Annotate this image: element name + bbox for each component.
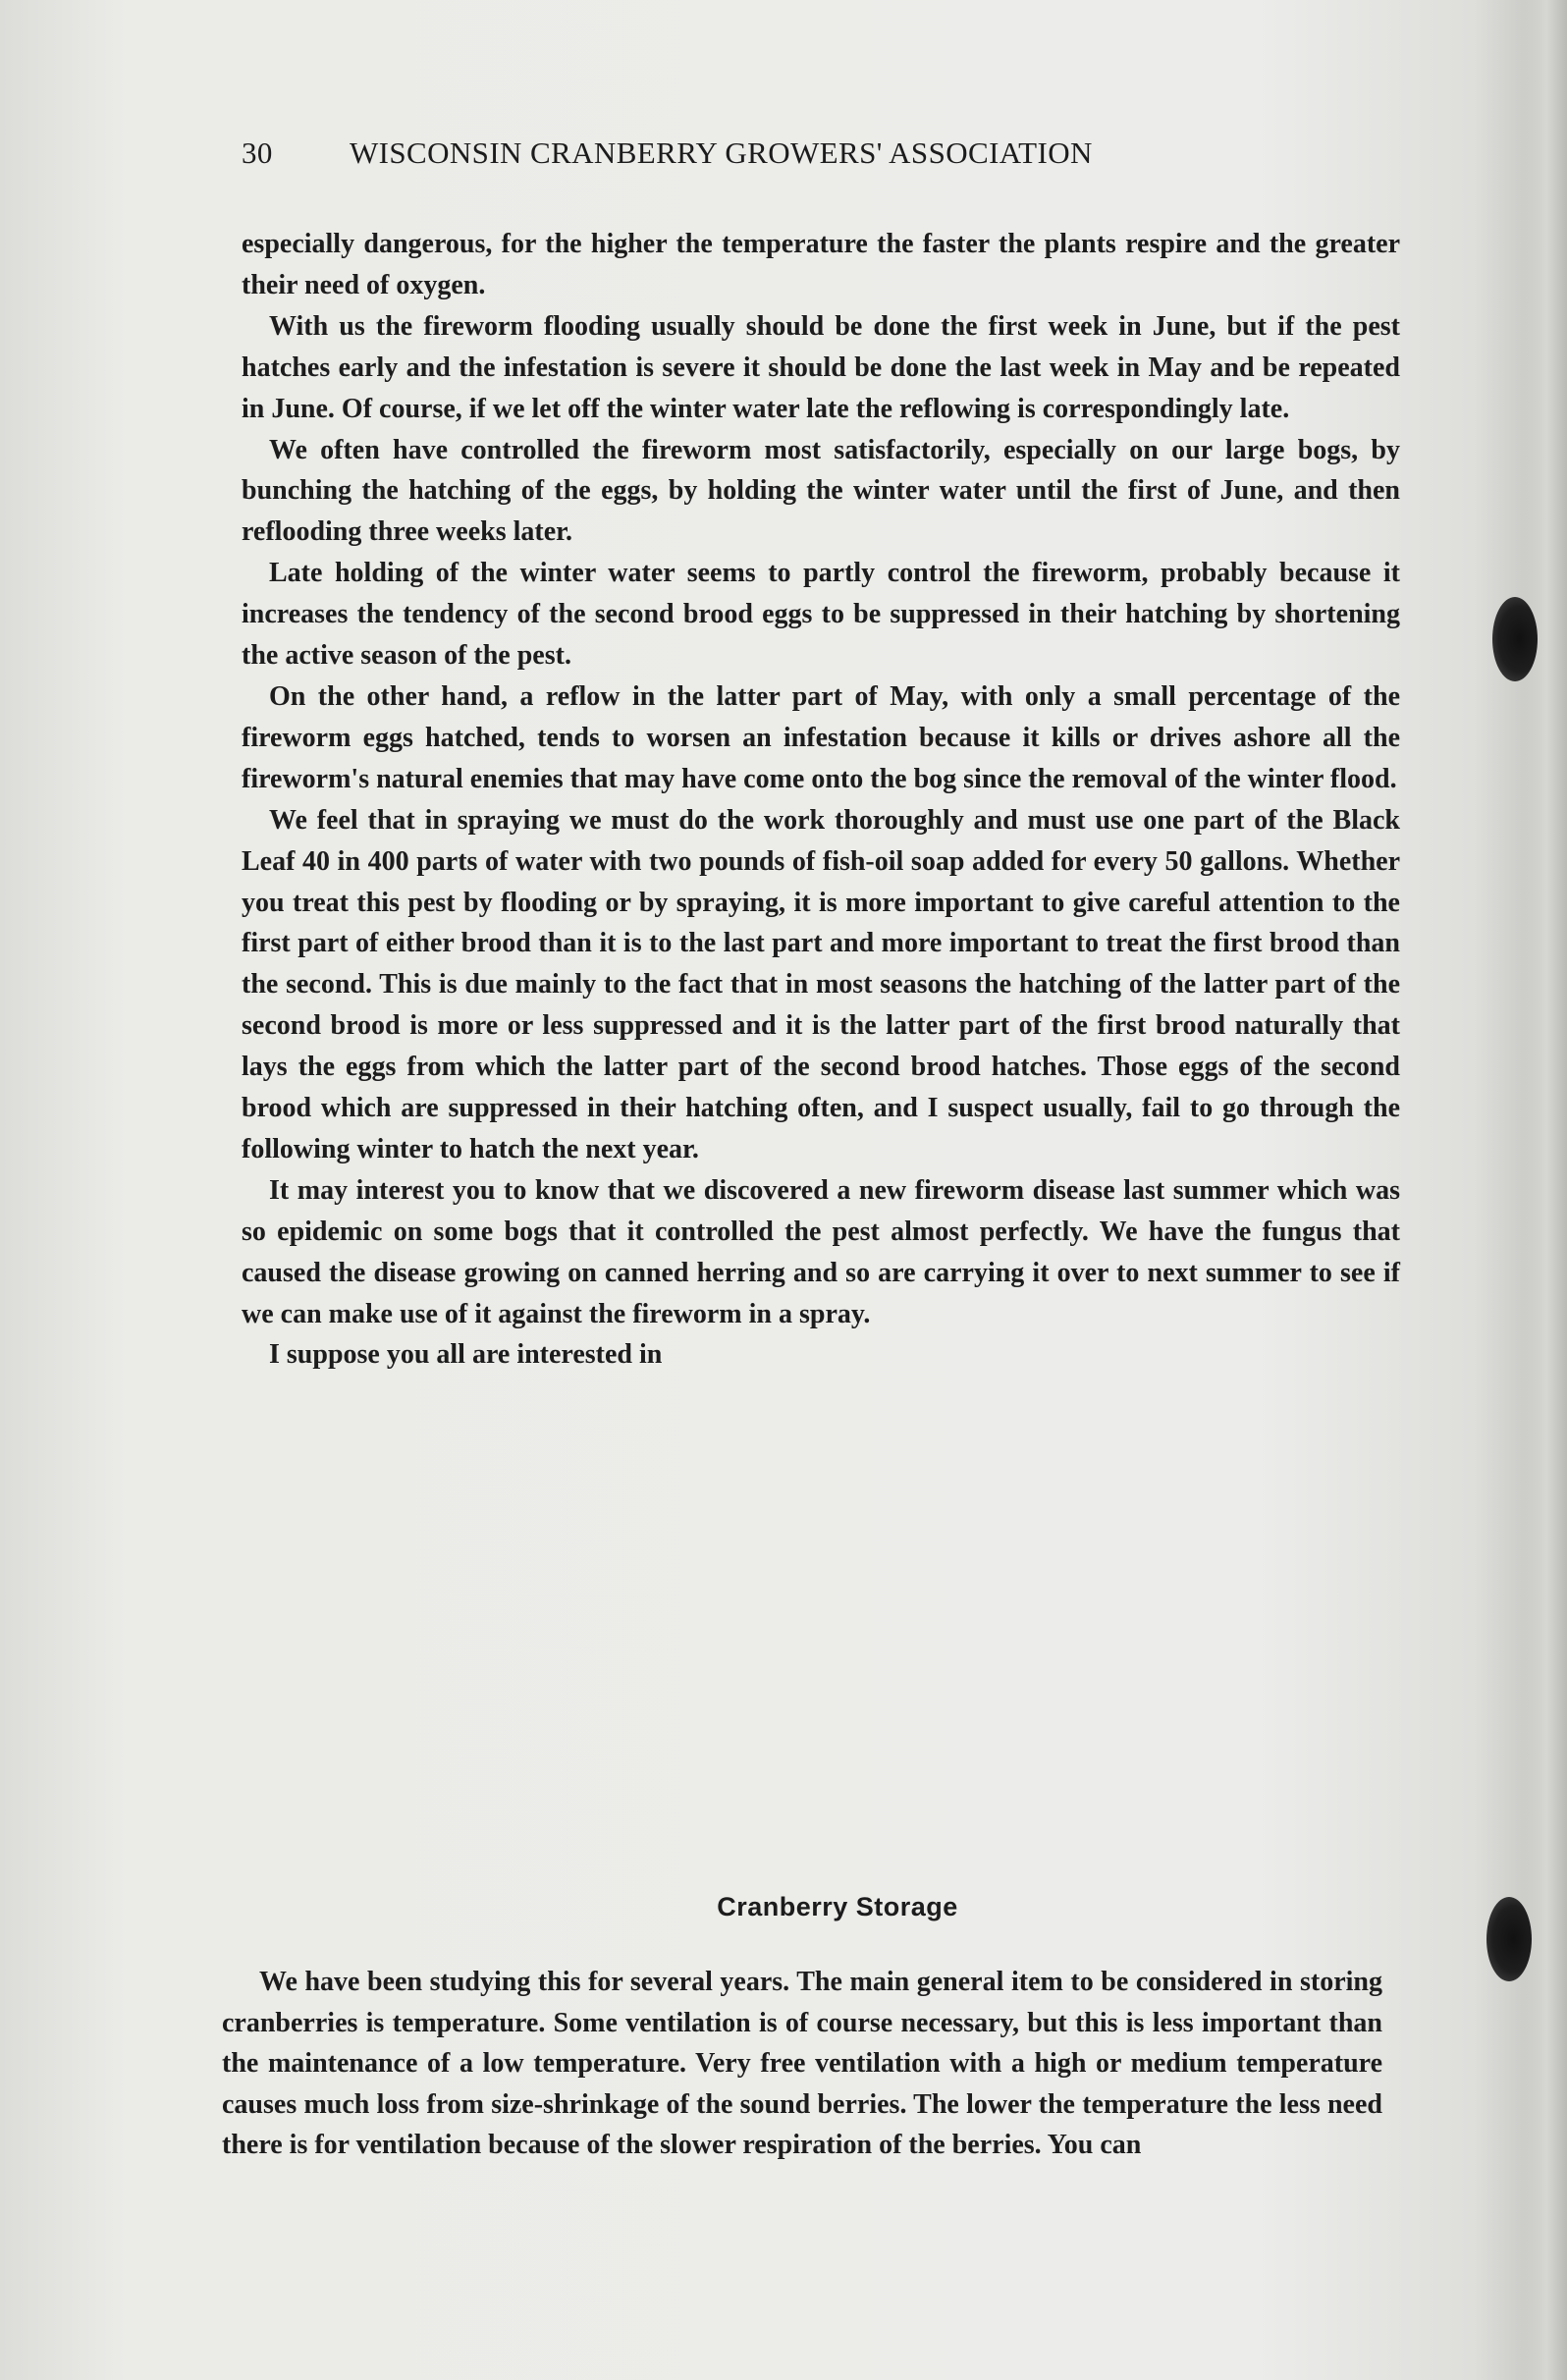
running-header bbox=[242, 135, 1282, 171]
paragraph-5: On the other hand, a reflow in the latter part of May, with only a small percentage of the fireworm eggs hatched, tends to worsen an infestation because it kills or drives ashore all the fireworm's natural enemies that may have come onto the bog since the removal of the winter flood. bbox=[242, 680, 1400, 794]
running-head-title: WISCONSIN CRANBERRY GROWERS' ASSOCIATION bbox=[350, 135, 1093, 170]
body-text bbox=[242, 224, 1400, 1376]
page-edge-shadow bbox=[1522, 0, 1567, 2380]
paragraph-2: With us the fireworm flooding usually should be done the first week in June, but if the pest hatches early and the infestation is severe it should be done the last week in May and be repeated in June. Of course, if we let off the winter water late the reflowing is correspondingly late. bbox=[242, 310, 1400, 424]
section-paragraph-1: We have been studying this for several years. The main general item to be considered in storing cranberries is temperature. Some ventilation is of course necessary, but this is less important than the maintenance of a low temperature. Very free ventilation with a high or medium temperature causes much loss from size-shrinkage of the sound berries. The lower the temperature the less need there is for ventilation because of the slower respiration of the berries. You can bbox=[222, 1967, 1382, 2160]
binding-hole-top bbox=[1492, 597, 1538, 681]
section-body-text bbox=[222, 1962, 1382, 2166]
paragraph-3: We often have controlled the fireworm most satisfactorily, especially on our large bogs, by bunching the hatching of the eggs, by holding the winter water until the first of June, and then reflooding three weeks later. bbox=[242, 434, 1400, 548]
paragraph-7: It may interest you to know that we discovered a new fireworm disease last summer which was so epidemic on some bogs that it controlled the pest almost perfectly. We have the fungus that caused the disease growing on canned herring and so are carrying it over to next summer to see if we can make use of it against the fireworm in a spray. bbox=[242, 1174, 1400, 1329]
paragraph-4: Late holding of the winter water seems to partly control the fireworm, probably because it increases the tendency of the second brood eggs to be suppressed in their hatching by shortening the active season of the pest. bbox=[242, 558, 1400, 672]
page-number: 30 bbox=[242, 135, 273, 170]
paragraph-1: especially dangerous, for the higher the temperature the faster the plants respire and the greater their need of oxygen. bbox=[242, 229, 1400, 300]
section-heading: Cranberry Storage bbox=[717, 1892, 958, 1921]
paragraph-8: I suppose you all are interested in bbox=[269, 1339, 663, 1371]
paragraph-6: We feel that in spraying we must do the work thoroughly and must use one part of the Black Leaf 40 in 400 parts of water with two pounds of fish-oil soap added for every 50 gallons. Whether you treat this pest by flooding or by spraying, it is more important to give careful attention to the first part of either brood than it is to the last part and more important to treat the first brood than the second. This is due mainly to the fact that in most seasons the hatching of the latter part of the second brood is more or less suppressed and it is the latter part of the first brood naturally that lays the eggs from which the latter part of the second brood hatches. Those eggs of the second brood which are suppressed in their hatching often, and I suspect usually, fail to go through the following winter to hatch the next year. bbox=[242, 804, 1400, 1164]
